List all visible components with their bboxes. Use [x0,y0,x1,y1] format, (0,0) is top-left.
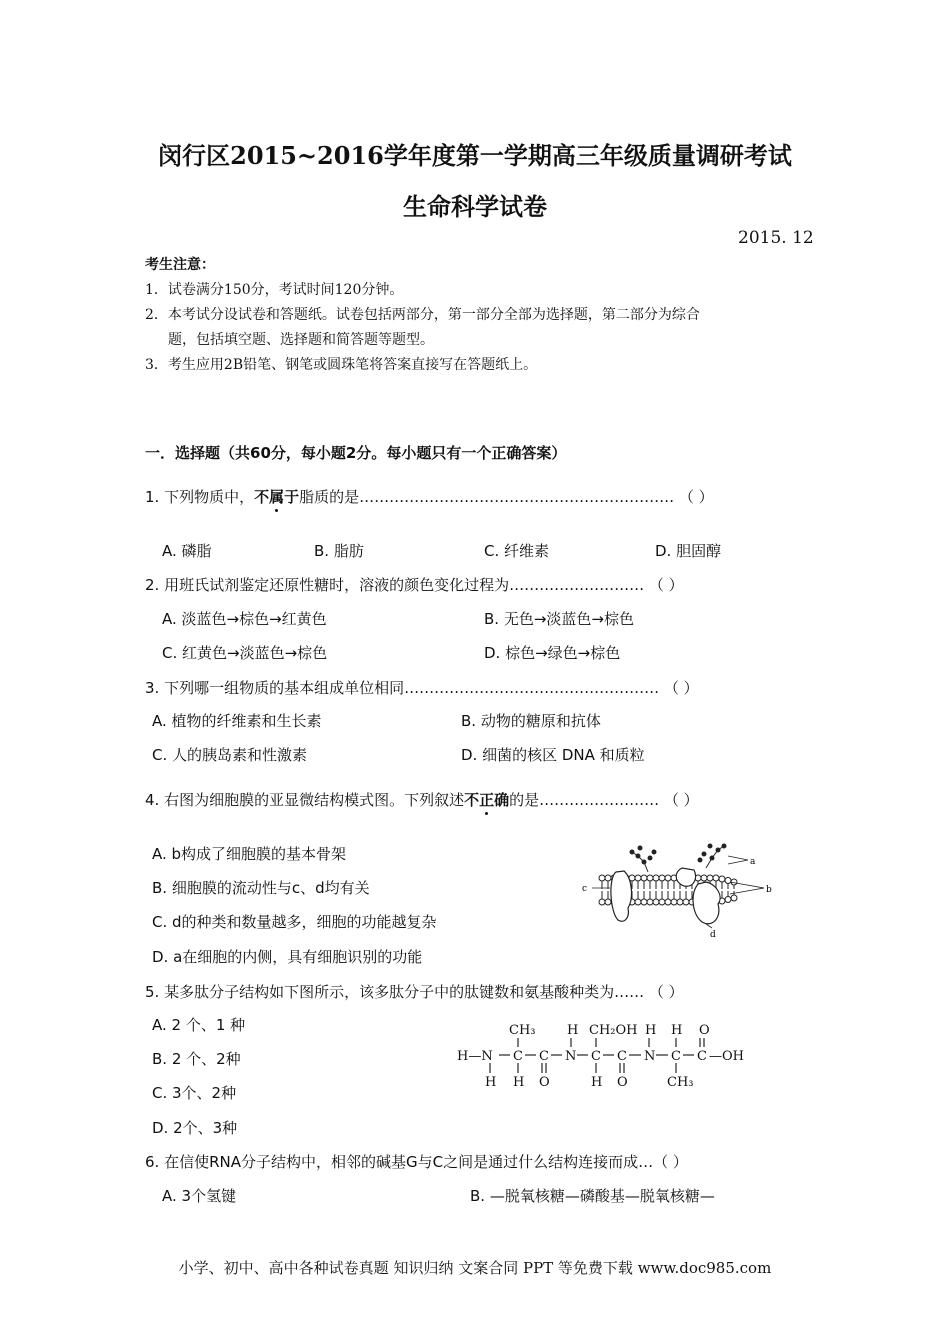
question-2-option-c: C. 红黄色→淡蓝色→棕色 [162,644,328,662]
page-subtitle: 生命科学试卷 [403,192,547,221]
question-3-option-d: D. 细菌的核区 DNA 和质粒 [461,746,645,764]
question-2-option-a: A. 淡蓝色→棕色→红黄色 [162,610,327,628]
phospholipid-head [701,875,707,881]
formula-r3: CH₃ [667,1075,694,1090]
formula-h: H [513,1075,525,1090]
page-title: 闵行区2015~2016学年度第一学期高三年级质量调研考试 [158,141,792,170]
polypeptide-formula [455,1020,755,1096]
question-4-option-c: C. d的种类和数量越多，细胞的功能越复杂 [152,913,437,931]
formula-r1: CH₃ [509,1023,536,1038]
formula-c: C [591,1049,601,1064]
membrane-protein-d [693,882,720,924]
question-1-option-a: A. 磷脂 [162,542,212,560]
phospholipid-head [605,875,611,881]
question-4-stem-post: 的是…………………… （ ） [509,791,699,809]
figure-label-c: c [582,884,588,894]
question-2-stem: 2. 用班氏试剂鉴定还原性糖时，溶液的颜色变化过程为……………………… （ ） [145,576,684,594]
formula-h: H [591,1075,603,1090]
phospholipid-head [731,895,737,901]
formula-c: C [539,1049,549,1064]
notice-item: 题，包括填空题、选择题和简答题等题型。 [168,332,434,348]
question-4-stem-pre: 4. 右图为细胞膜的亚显微结构模式图。下列叙述 [145,791,465,809]
question-1-stem-post: 脂质的是……………………………………………………… （ ） [299,488,714,506]
figure-label-b: b [766,885,772,895]
formula-n: N [565,1049,577,1064]
phospholipid-head [599,899,605,905]
question-5-option-b: B. 2 个、2种 [152,1050,241,1068]
phospholipid-head [635,899,641,905]
phospholipid-head [653,899,659,905]
section-heading: 一．选择题（共60分，每小题2分。每小题只有一个正确答案） [145,444,567,462]
phospholipid-head [641,875,647,881]
question-1-option-c: C. 纤维素 [484,542,550,560]
phospholipid-head [677,899,683,905]
question-3-option-c: C. 人的胰岛素和性激素 [152,746,308,764]
formula-c: C [617,1049,627,1064]
phospholipid-head [713,875,719,881]
question-4-emphasis: 不正确 [464,791,510,809]
phospholipid-head [659,899,665,905]
question-1 [145,486,714,507]
notice-heading: 考生注意： [145,257,215,273]
formula-r2: CH₂OH [589,1023,638,1038]
phospholipid-head [599,875,605,881]
question-4-option-d: D. a在细胞的内侧，具有细胞识别的功能 [152,948,423,966]
formula-n: N [644,1049,656,1064]
phospholipid-head [665,875,671,881]
formula-c: C [513,1049,523,1064]
phospholipid-head [719,876,725,882]
phospholipid-head [671,899,677,905]
phospholipid-head [641,899,647,905]
phospholipid-head [683,899,689,905]
cell-membrane-figure [578,838,778,938]
question-2-option-b: B. 无色→淡蓝色→棕色 [484,610,634,628]
formula-hn: H—N [457,1049,493,1064]
question-5-option-d: D. 2个、3种 [152,1119,238,1137]
question-6-stem: 6. 在信使RNA分子结构中，相邻的碱基G与C之间是通过什么结构连接而成…（ ） [145,1153,688,1171]
question-1-option-b: B. 脂肪 [314,542,364,560]
formula-h: H [567,1023,579,1038]
question-2-option-d: D. 棕色→绿色→棕色 [484,644,621,662]
question-4 [145,789,699,810]
notice-item: 3．考生应用2B铅笔、钢笔或圆珠笔将答案直接写在答题纸上。 [145,357,538,373]
formula-c: C [671,1049,681,1064]
phospholipid-head [725,897,731,903]
question-5-option-a: A. 2 个、1 种 [152,1016,246,1034]
question-6-option-a: A. 3个氢键 [162,1187,237,1205]
formula-o: O [699,1023,710,1038]
formula-h: H [485,1075,497,1090]
phospholipid-head [653,875,659,881]
question-1-emphasis: 不属于 [254,488,300,506]
notice-item: 2．本考试分设试卷和答题纸。试卷包括两部分，第一部分全部为选择题，第二部分为综合 [145,307,700,323]
question-3-option-a: A. 植物的纤维素和生长素 [152,712,322,730]
exam-date: 2015. 12 [738,228,814,248]
formula-o: O [539,1075,550,1090]
formula-o: O [617,1075,628,1090]
peripheral-protein [676,868,695,886]
phospholipid-head [707,875,713,881]
formula-h: H [645,1023,657,1038]
phospholipid-head [647,899,653,905]
question-6-option-b: B. —脱氧核糖—磷酸基—脱氧核糖— [470,1187,715,1205]
phospholipid-head [605,899,611,905]
footer-text: 小学、初中、高中各种试卷真题 知识归纳 文案合同 PPT 等免费下载 www.doc985.com [178,1259,772,1277]
question-1-stem-pre: 1. 下列物质中， [145,488,255,506]
phospholipid-head [635,875,641,881]
question-3-stem: 3. 下列哪一组物质的基本组成单位相同…………………………………………… （ ） [145,679,699,697]
question-5-stem: 5. 某多肽分子结构如下图所示，该多肽分子中的肽键数和氨基酸种类为…… （ ） [145,983,684,1001]
formula-c: C [697,1049,707,1064]
glycoprotein-chains [630,844,726,872]
formula-oh: —OH [709,1049,744,1064]
figure-label-d: d [710,930,716,938]
question-3-option-b: B. 动物的糖原和抗体 [461,712,601,730]
membrane-protein-c [611,871,632,921]
phospholipid-head [659,875,665,881]
phospholipid-head [647,875,653,881]
figure-label-a: a [750,857,756,867]
notice-item: 1．试卷满分150分，考试时间120分钟。 [145,282,404,298]
question-1-option-d: D. 胆固醇 [655,542,722,560]
question-4-option-b: B. 细胞膜的流动性与c、d均有关 [152,879,370,897]
phospholipid-head [725,878,731,884]
phospholipid-head [665,899,671,905]
question-4-option-a: A. b构成了细胞膜的基本骨架 [152,845,347,863]
question-5-option-c: C. 3个、2种 [152,1084,237,1102]
formula-h: H [671,1023,683,1038]
